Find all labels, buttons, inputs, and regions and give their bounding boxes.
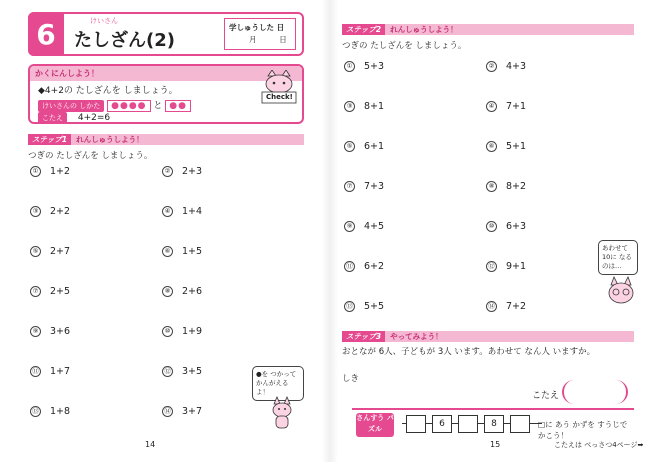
- cat-glasses-icon: [606, 276, 636, 310]
- problem-item[interactable]: [344, 301, 384, 312]
- problem-expression: 3+7: [182, 406, 203, 417]
- problem-expression: 7+1: [506, 101, 527, 112]
- problem-item[interactable]: [486, 181, 526, 192]
- problem-number: ⑭: [486, 301, 497, 312]
- problem-expression: 5+5: [364, 301, 385, 312]
- problem-number: ⑦: [344, 181, 355, 192]
- problem-number: ④: [162, 206, 173, 217]
- step2-title: れんしゅうしよう！: [390, 25, 458, 34]
- problem-number: ⑨: [344, 221, 355, 232]
- problem-expression: 6+2: [364, 261, 385, 272]
- problem-number: ⑥: [486, 141, 497, 152]
- problem-number: ⑤: [30, 246, 41, 257]
- date-label: 学しゅうした 日: [229, 23, 285, 32]
- problem-number: ①: [30, 166, 41, 177]
- problem-expression: 1+5: [182, 246, 203, 257]
- problem-number: ②: [162, 166, 173, 177]
- title-ruby: けいさん: [90, 17, 118, 25]
- step1-tag: ステップ1: [28, 134, 71, 145]
- problem-expression: 4+3: [506, 61, 527, 72]
- problem-expression: 8+2: [506, 181, 527, 192]
- step1-bar: [28, 134, 304, 145]
- review-answer: 4+2=6: [77, 113, 111, 123]
- problem-number: ⑩: [486, 221, 497, 232]
- step3-bar: [342, 331, 634, 342]
- problem-number: ③: [30, 206, 41, 217]
- problem-item[interactable]: [30, 406, 70, 417]
- cat-character-icon: [270, 396, 294, 434]
- step2-instruction: つぎの たしざんを しましょう。: [342, 41, 467, 51]
- problem-number: ⑬: [30, 406, 41, 417]
- problem-item[interactable]: [486, 101, 526, 112]
- problem-expression: 1+9: [182, 326, 203, 337]
- problem-expression: 2+3: [182, 166, 203, 177]
- problem-item[interactable]: [30, 206, 70, 217]
- hint-bubble-right: あわせて 10に なるのは…: [598, 240, 638, 275]
- problem-expression: 8+1: [364, 101, 385, 112]
- problem-number: ⑩: [162, 326, 173, 337]
- problem-item[interactable]: [486, 141, 526, 152]
- problem-number: ⑪: [344, 261, 355, 272]
- puzzle-box-b: 8: [484, 415, 504, 433]
- day-label: 日: [279, 35, 287, 44]
- step2-tag: ステップ2: [342, 24, 385, 35]
- check-label: Check!: [266, 93, 293, 101]
- problem-item[interactable]: [486, 261, 526, 272]
- and-label: と: [153, 101, 163, 111]
- review-problem: ◆4+2の たしざんを しましょう。: [38, 86, 178, 96]
- problem-item[interactable]: [30, 246, 70, 257]
- puzzle-hint: □に あう かずを すうじで かこう！: [538, 420, 628, 440]
- dots-four: ●●●●: [107, 100, 150, 112]
- problem-item[interactable]: [162, 406, 202, 417]
- problem-expression: 6+3: [506, 221, 527, 232]
- problem-expression: 1+2: [50, 166, 71, 177]
- problem-item[interactable]: [486, 301, 526, 312]
- answer-chip: こたえ: [38, 112, 67, 124]
- puzzle-section: [352, 408, 634, 438]
- problem-item[interactable]: [162, 366, 202, 377]
- unit-title-box: [28, 12, 304, 56]
- puzzle-blank-1[interactable]: [406, 415, 426, 433]
- kotae-label: こたえ: [532, 391, 560, 401]
- puzzle-blank-2[interactable]: [458, 415, 478, 433]
- problem-item[interactable]: [344, 261, 384, 272]
- problem-expression: 1+7: [50, 366, 71, 377]
- puzzle-logo: さんすう パズル: [356, 413, 394, 437]
- step2-bar: [342, 24, 634, 35]
- page-number-left: 14: [145, 440, 156, 449]
- problem-item[interactable]: [344, 101, 384, 112]
- problem-expression: 7+3: [364, 181, 385, 192]
- shiki-label: しき: [342, 374, 360, 384]
- right-page: [330, 0, 660, 462]
- problem-number: ①: [344, 61, 355, 72]
- problem-number: ⑫: [162, 366, 173, 377]
- problem-item[interactable]: [162, 206, 202, 217]
- month-label: 月: [249, 35, 257, 44]
- step3-tag: ステップ3: [342, 331, 385, 342]
- problem-number: ⑪: [30, 366, 41, 377]
- problem-item[interactable]: [344, 221, 384, 232]
- problem-expression: 5+3: [364, 61, 385, 72]
- problem-item[interactable]: [344, 181, 384, 192]
- problem-expression: 6+1: [364, 141, 385, 152]
- problem-item[interactable]: [344, 61, 384, 72]
- puzzle-box-a: 6: [432, 415, 452, 433]
- problem-expression: 2+5: [50, 286, 71, 297]
- problem-expression: 1+4: [182, 206, 203, 217]
- problem-item[interactable]: [486, 61, 526, 72]
- problem-number: ⑭: [162, 406, 173, 417]
- problem-item[interactable]: [162, 326, 202, 337]
- problem-number: ③: [344, 101, 355, 112]
- puzzle-blank-3[interactable]: [510, 415, 530, 433]
- answer-field[interactable]: [562, 380, 628, 404]
- problem-number: ②: [486, 61, 497, 72]
- review-section: [28, 64, 304, 124]
- problem-expression: 3+6: [50, 326, 71, 337]
- problem-number: ⑫: [486, 261, 497, 272]
- problem-expression: 4+5: [364, 221, 385, 232]
- page-number-right: 15: [490, 440, 501, 449]
- problem-number: ⑧: [486, 181, 497, 192]
- problem-number: ⑨: [30, 326, 41, 337]
- word-problem: おとなが 6人、子どもが 3人 います。あわせて なん人 いますか。: [342, 347, 596, 357]
- problem-expression: 9+1: [506, 261, 527, 272]
- problem-number: ④: [486, 101, 497, 112]
- problem-item[interactable]: [344, 141, 384, 152]
- problem-item[interactable]: [162, 166, 202, 177]
- problem-expression: 2+6: [182, 286, 203, 297]
- problem-expression: 7+2: [506, 301, 527, 312]
- answer-reference: こたえは べっさつ4ページ➡: [554, 441, 644, 449]
- problem-item[interactable]: [162, 246, 202, 257]
- problem-item[interactable]: [30, 286, 70, 297]
- problem-expression: 1+8: [50, 406, 71, 417]
- problem-number: ⑥: [162, 246, 173, 257]
- review-header: かくにんしよう！: [30, 66, 302, 81]
- hint-bubble: ●を つかって かんがえるよ！: [252, 366, 304, 401]
- step1-title: れんしゅうしよう！: [76, 135, 144, 144]
- problem-expression: 3+5: [182, 366, 203, 377]
- problem-item[interactable]: [30, 166, 70, 177]
- cat-mascot-icon: [258, 70, 300, 110]
- dots-two: ●●: [165, 100, 191, 112]
- problem-item[interactable]: [30, 366, 70, 377]
- problem-item[interactable]: [162, 286, 202, 297]
- method-chip: けいさんの しかた: [38, 100, 104, 112]
- problem-number: ⑤: [344, 141, 355, 152]
- problem-expression: 5+1: [506, 141, 527, 152]
- problem-item[interactable]: [30, 326, 70, 337]
- problem-expression: 2+2: [50, 206, 71, 217]
- step1-instruction: つぎの たしざんを しましょう。: [28, 151, 153, 161]
- page-title: たしざん(2): [74, 30, 175, 51]
- step3-title: やってみよう！: [390, 332, 443, 341]
- study-date-box[interactable]: [224, 18, 296, 50]
- unit-number: 6: [28, 12, 64, 56]
- problem-number: ⑬: [344, 301, 355, 312]
- problem-item[interactable]: [486, 221, 526, 232]
- problem-expression: 2+7: [50, 246, 71, 257]
- problem-number: ⑧: [162, 286, 173, 297]
- problem-number: ⑦: [30, 286, 41, 297]
